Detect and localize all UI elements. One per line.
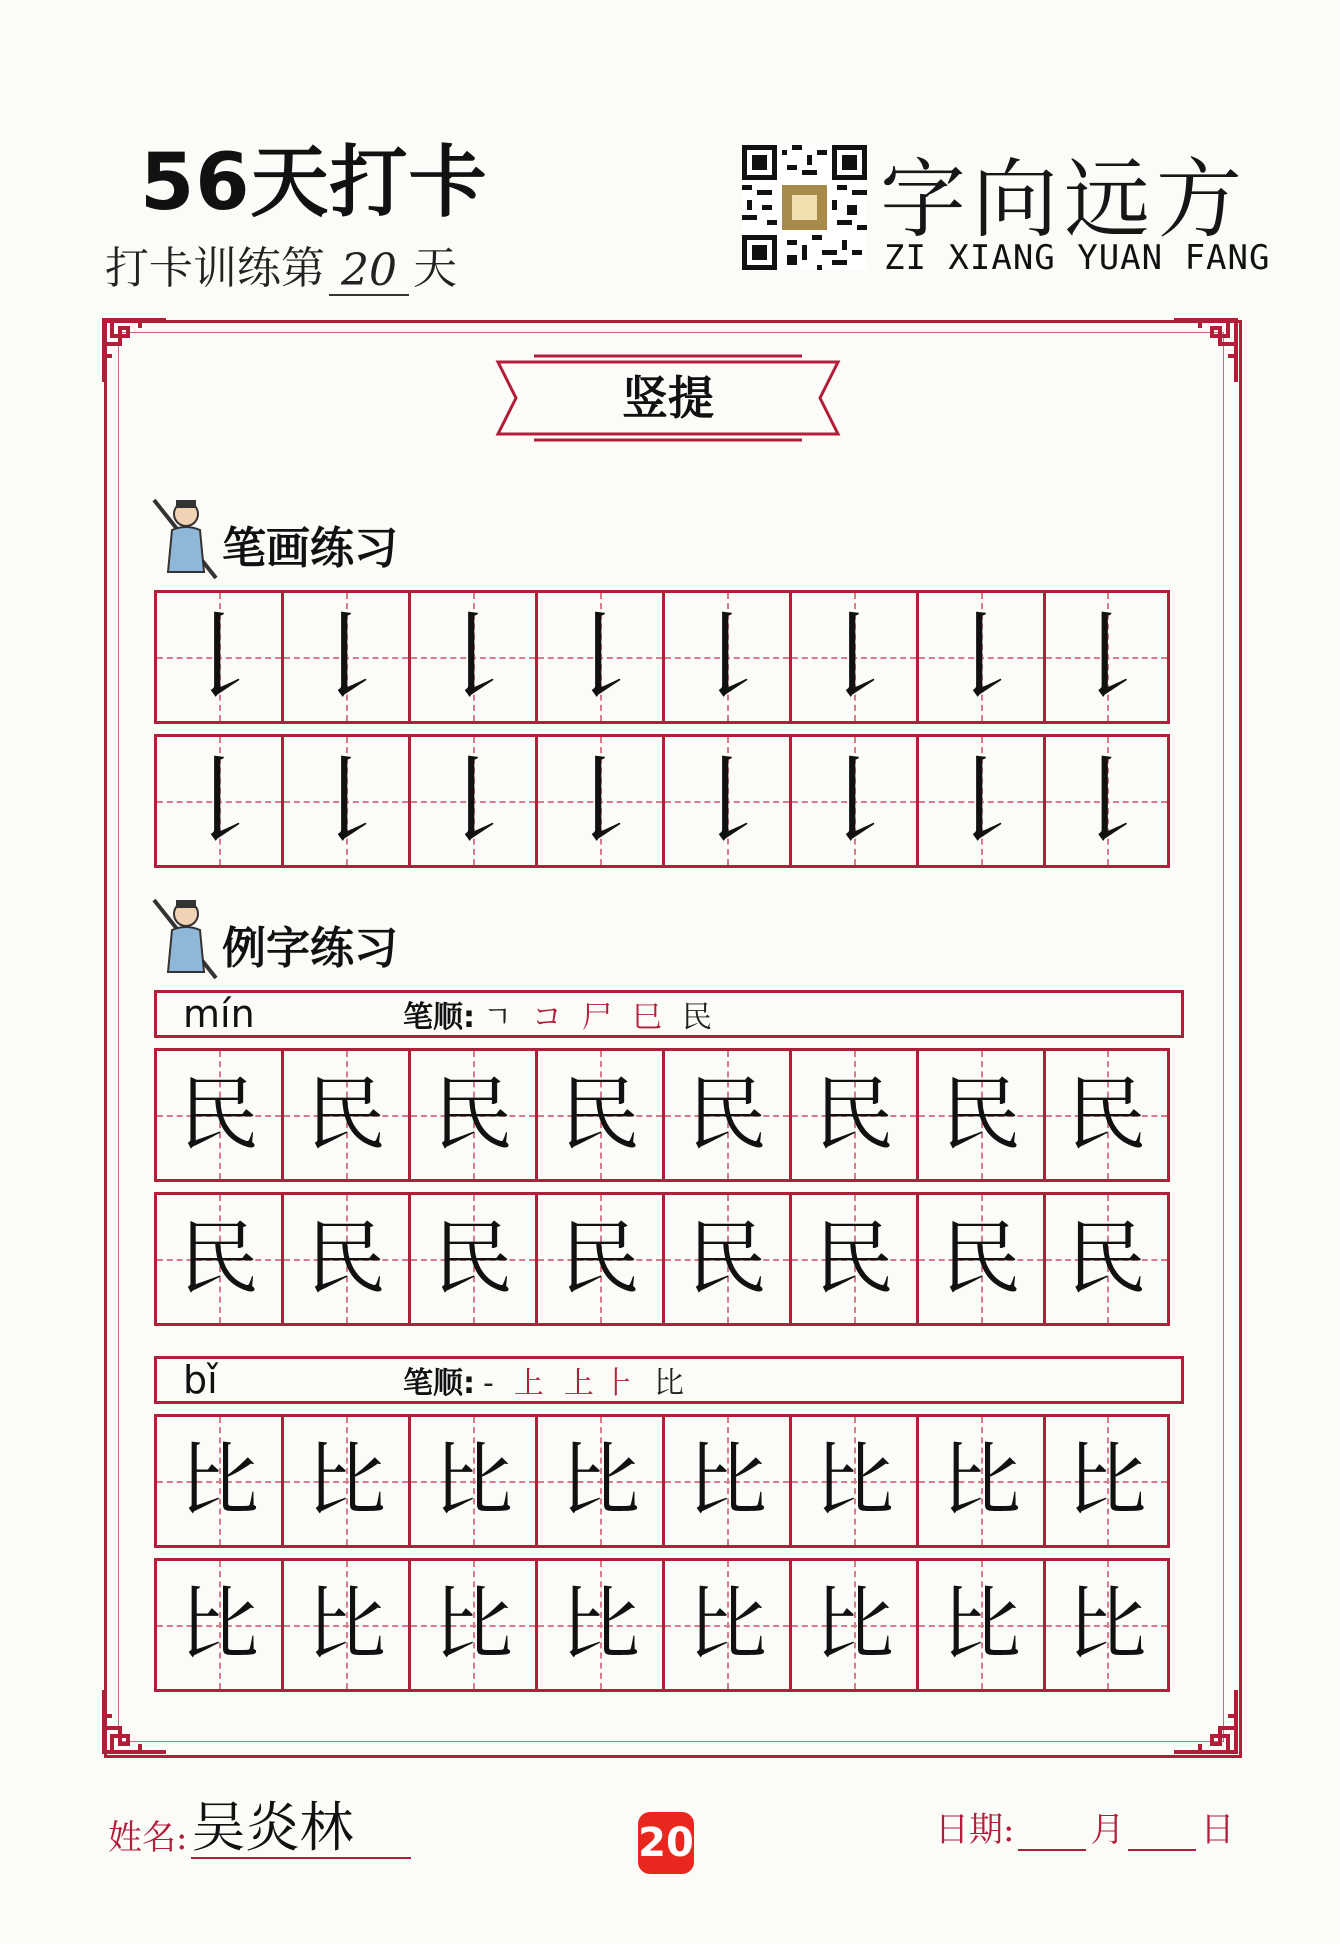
- practice-glyph: 𠄌: [552, 745, 648, 857]
- practice-glyph: 民: [1066, 1068, 1147, 1161]
- practice-glyph: 𠄌: [933, 745, 1029, 857]
- corner-ornament-icon: [1170, 316, 1240, 386]
- grid-cell: [789, 734, 916, 868]
- grid-cell: [408, 590, 535, 724]
- grid-cell: [662, 1192, 789, 1326]
- grid-cell: [789, 1558, 916, 1692]
- grid-cell: [535, 734, 662, 868]
- day-blank: [1128, 1819, 1196, 1851]
- student-name-field: [108, 1796, 411, 1859]
- training-prefix: 打卡训练第: [105, 243, 325, 294]
- grid-cell: [281, 590, 408, 724]
- month-blank: [1018, 1819, 1086, 1851]
- training-suffix: 天: [413, 243, 457, 294]
- practice-glyph: 𠄌: [1058, 745, 1155, 857]
- practice-glyph: 比: [179, 1434, 259, 1527]
- stroke-order-step: 上⺊: [563, 1366, 644, 1401]
- grid-cell: [281, 734, 408, 868]
- grid-cell: [535, 1192, 662, 1326]
- char-grid-min-row-2: [154, 1192, 1170, 1326]
- practice-glyph: 比: [687, 1578, 767, 1671]
- char-grid-bi-row-2: [154, 1558, 1170, 1692]
- practice-glyph: 比: [306, 1578, 386, 1671]
- practice-glyph: 𠄌: [1058, 601, 1155, 713]
- practice-glyph: 𠄌: [298, 745, 394, 857]
- grid-cell: [789, 590, 916, 724]
- grid-cell: [789, 1048, 916, 1182]
- pinyin-label: bǐ: [183, 1358, 218, 1402]
- stroke-order-step: 上: [513, 1366, 554, 1401]
- stroke-order-step: 比: [653, 1366, 694, 1401]
- grid-cell: [281, 1414, 408, 1548]
- grid-cell: [408, 1558, 535, 1692]
- day-label: 日: [1200, 1810, 1235, 1850]
- grid-cell: [1043, 1192, 1170, 1326]
- scholar-avatar-icon: [150, 492, 222, 584]
- stroke-order-sequence: [483, 992, 732, 1036]
- scholar-avatar-icon: [150, 892, 222, 984]
- stroke-grid-row-1: [154, 590, 1170, 724]
- page-title: 56天打卡: [140, 138, 488, 228]
- practice-glyph: 民: [814, 1212, 894, 1305]
- practice-glyph: 比: [179, 1578, 259, 1671]
- grid-cell: [281, 1048, 408, 1182]
- grid-cell: [662, 1414, 789, 1548]
- practice-glyph: 民: [1066, 1212, 1147, 1305]
- grid-cell: [789, 1192, 916, 1326]
- practice-glyph: 民: [179, 1212, 259, 1305]
- grid-cell: [535, 1048, 662, 1182]
- stroke-order-step: -: [483, 1366, 504, 1401]
- practice-glyph: 𠄌: [679, 745, 775, 857]
- char-grid-bi-row-1: [154, 1414, 1170, 1548]
- stroke-order-label: 笔顺:: [403, 1366, 475, 1401]
- stroke-title: 竖提: [622, 371, 714, 425]
- grid-cell: [916, 1192, 1043, 1326]
- grid-cell: [408, 1414, 535, 1548]
- practice-glyph: 比: [306, 1434, 386, 1527]
- stroke-grid-row-2: [154, 734, 1170, 868]
- qr-code-icon: [742, 145, 867, 270]
- practice-glyph: 民: [433, 1212, 513, 1305]
- grid-cell: [916, 1048, 1043, 1182]
- brand-name-en: ZI XIANG YUAN FANG: [884, 238, 1271, 278]
- practice-glyph: 比: [433, 1434, 513, 1527]
- practice-glyph: 民: [560, 1068, 640, 1161]
- practice-glyph: 𠄌: [171, 745, 267, 857]
- stroke-order-step: ㄱ: [483, 1000, 522, 1035]
- practice-glyph: 民: [560, 1212, 640, 1305]
- practice-glyph: 𠄌: [298, 601, 394, 713]
- grid-cell: [154, 1558, 281, 1692]
- practice-glyph: 𠄌: [171, 601, 267, 713]
- char-grid-min-row-1: [154, 1048, 1170, 1182]
- grid-cell: [408, 734, 535, 868]
- practice-glyph: 民: [179, 1068, 259, 1161]
- practice-glyph: 比: [560, 1434, 640, 1527]
- practice-glyph: 民: [687, 1212, 767, 1305]
- grid-cell: [789, 1414, 916, 1548]
- training-day-value: 20: [329, 248, 409, 296]
- page-number-badge: 20: [638, 1812, 694, 1874]
- stroke-order-step: 巳: [631, 1000, 672, 1035]
- grid-cell: [916, 1414, 1043, 1548]
- grid-cell: [154, 1048, 281, 1182]
- grid-cell: [662, 1048, 789, 1182]
- corner-ornament-icon: [100, 1686, 170, 1756]
- example-practice-title: 例字练习: [222, 923, 398, 974]
- training-day-line: [105, 232, 457, 296]
- grid-cell: [916, 734, 1043, 868]
- month-label: 月: [1090, 1810, 1125, 1850]
- practice-glyph: 比: [814, 1434, 894, 1527]
- practice-glyph: 民: [941, 1068, 1021, 1161]
- grid-cell: [154, 1414, 281, 1548]
- grid-cell: [154, 590, 281, 724]
- grid-cell: [535, 1558, 662, 1692]
- practice-glyph: 民: [814, 1068, 894, 1161]
- grid-cell: [1043, 734, 1170, 868]
- practice-glyph: 𠄌: [933, 601, 1029, 713]
- grid-cell: [916, 590, 1043, 724]
- practice-glyph: 比: [687, 1434, 767, 1527]
- corner-ornament-icon: [100, 316, 170, 386]
- grid-cell: [281, 1558, 408, 1692]
- grid-cell: [408, 1192, 535, 1326]
- char-info-bar-bi: [154, 1356, 1184, 1404]
- stroke-order-sequence: [483, 1358, 704, 1402]
- grid-cell: [662, 1558, 789, 1692]
- practice-glyph: 比: [941, 1578, 1021, 1671]
- practice-glyph: 民: [306, 1068, 386, 1161]
- grid-cell: [916, 1558, 1043, 1692]
- brand-name-cn: 字向远方: [880, 150, 1248, 250]
- practice-glyph: 比: [814, 1578, 894, 1671]
- grid-cell: [662, 590, 789, 724]
- practice-glyph: 比: [941, 1434, 1021, 1527]
- grid-cell: [1043, 1048, 1170, 1182]
- stroke-practice-title: 笔画练习: [222, 523, 398, 574]
- practice-glyph: 民: [687, 1068, 767, 1161]
- grid-cell: [1043, 590, 1170, 724]
- grid-cell: [535, 590, 662, 724]
- grid-cell: [535, 1414, 662, 1548]
- practice-glyph: 民: [433, 1068, 513, 1161]
- practice-glyph: 𠄌: [806, 745, 902, 857]
- practice-glyph: 比: [1066, 1434, 1147, 1527]
- grid-cell: [1043, 1414, 1170, 1548]
- practice-glyph: 民: [306, 1212, 386, 1305]
- stroke-order-label: 笔顺:: [403, 1000, 475, 1035]
- pinyin-label: mín: [183, 992, 255, 1036]
- name-value: 吴炎林: [191, 1800, 411, 1859]
- char-info-bar-min: [154, 990, 1184, 1038]
- grid-cell: [281, 1192, 408, 1326]
- corner-ornament-icon: [1170, 1686, 1240, 1756]
- practice-glyph: 𠄌: [425, 745, 521, 857]
- stroke-order-step: コ: [531, 1000, 572, 1035]
- grid-cell: [408, 1048, 535, 1182]
- grid-cell: [662, 734, 789, 868]
- grid-cell: [1043, 1558, 1170, 1692]
- practice-glyph: 比: [560, 1578, 640, 1671]
- date-label: 日期:: [935, 1810, 1015, 1850]
- stroke-order-step: 民: [681, 1000, 722, 1035]
- practice-glyph: 𠄌: [679, 601, 775, 713]
- practice-glyph: 𠄌: [552, 601, 648, 713]
- practice-glyph: 比: [433, 1578, 513, 1671]
- practice-glyph: 比: [1066, 1578, 1147, 1671]
- date-field: [935, 1802, 1234, 1851]
- practice-glyph: 𠄌: [425, 601, 521, 713]
- practice-glyph: 民: [941, 1212, 1021, 1305]
- grid-cell: [154, 1192, 281, 1326]
- stroke-order-step: 尸: [581, 1000, 622, 1035]
- grid-cell: [154, 734, 281, 868]
- practice-glyph: 𠄌: [806, 601, 902, 713]
- name-label: 姓名:: [108, 1817, 188, 1858]
